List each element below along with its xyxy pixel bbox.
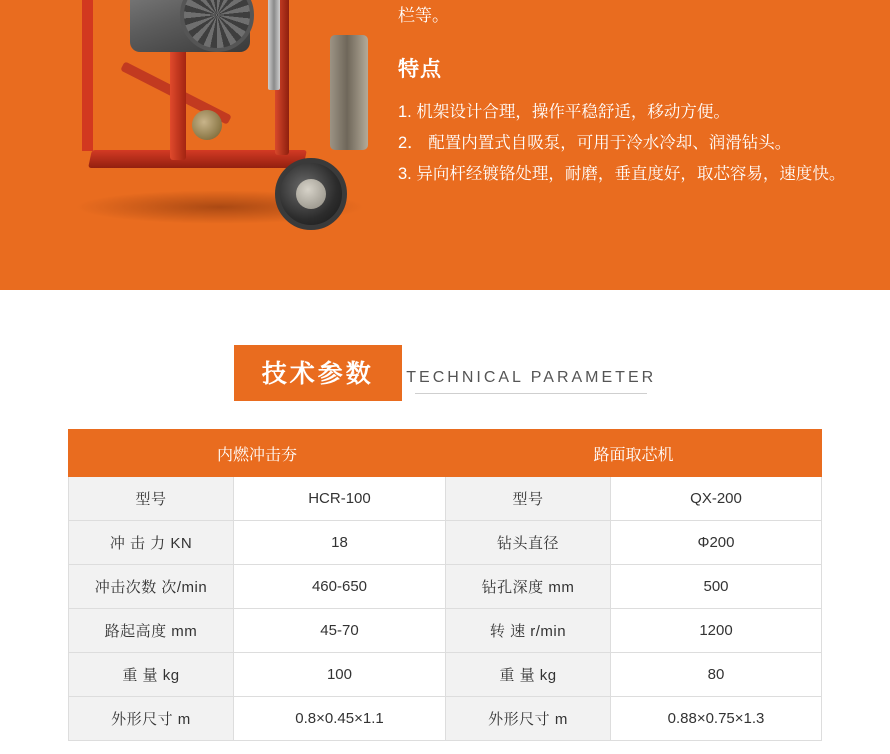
spec-label: 重 量 kg: [446, 653, 611, 697]
spec-value: 0.8×0.45×1.1: [233, 697, 445, 741]
table-header-row: [68, 430, 821, 477]
tech-subtitle: TECHNICAL PARAMETER: [406, 369, 657, 386]
spec-value: 1200: [611, 609, 822, 653]
spec-value: 0.88×0.75×1.3: [611, 697, 822, 741]
tech-heading-wrap: [0, 290, 890, 401]
table-row: [68, 653, 821, 697]
spec-label: 钻孔深度 mm: [446, 565, 611, 609]
spec-label: 路起高度 mm: [68, 609, 233, 653]
spec-label: 型号: [68, 477, 233, 521]
feature-item: 1. 机架设计合理，操作平稳舒适，移动方便。: [398, 103, 730, 121]
table-row: [68, 609, 821, 653]
product-photo: [20, 0, 380, 280]
machine-wheel: [275, 158, 347, 230]
feature-item: 3. 异向杆经镀铬处理，耐磨，垂直度好，取芯容易，速度快。: [398, 165, 846, 183]
feature-item: 2． 配置内置式自吸泵，可用于冷水冷却、润滑钻头。: [398, 134, 792, 152]
spec-label: 外形尺寸 m: [68, 697, 233, 741]
banner-intro-text: 栏等。: [398, 6, 449, 25]
tech-badge-title: 技术参数: [234, 345, 402, 401]
tech-subtitle-rule: [415, 393, 647, 394]
spec-value: HCR-100: [233, 477, 445, 521]
spec-label: 重 量 kg: [68, 653, 233, 697]
spec-table: [68, 429, 822, 741]
spec-label: 钻头直径: [446, 521, 611, 565]
table-header-left: 内燃冲击夯: [68, 430, 445, 477]
spec-value: QX-200: [611, 477, 822, 521]
tech-subtitle-wrap: [406, 350, 656, 387]
table-header-right: 路面取芯机: [446, 430, 822, 477]
spec-value: 45-70: [233, 609, 445, 653]
spec-value: 460-650: [233, 565, 445, 609]
feature-heading: 特点: [398, 58, 442, 81]
banner-text-block: [398, 0, 868, 190]
spec-label: 转 速 r/min: [446, 609, 611, 653]
spec-value: Φ200: [611, 521, 822, 565]
table-row: [68, 697, 821, 741]
spec-value: 80: [611, 653, 822, 697]
spec-label: 冲击次数 次/min: [68, 565, 233, 609]
table-row: [68, 477, 821, 521]
technical-parameter-section: [0, 290, 890, 741]
spec-label: 型号: [446, 477, 611, 521]
table-row: [68, 565, 821, 609]
spec-value: 100: [233, 653, 445, 697]
spec-label: 冲 击 力 KN: [68, 521, 233, 565]
spec-value: 18: [233, 521, 445, 565]
machine-core-barrel: [330, 35, 368, 150]
machine-small-wheel: [192, 110, 222, 140]
table-row: [68, 521, 821, 565]
spec-value: 500: [611, 565, 822, 609]
machine-base-frame: [88, 150, 307, 168]
product-banner: [0, 0, 890, 290]
spec-label: 外形尺寸 m: [446, 697, 611, 741]
machine-drill-column: [268, 0, 280, 90]
